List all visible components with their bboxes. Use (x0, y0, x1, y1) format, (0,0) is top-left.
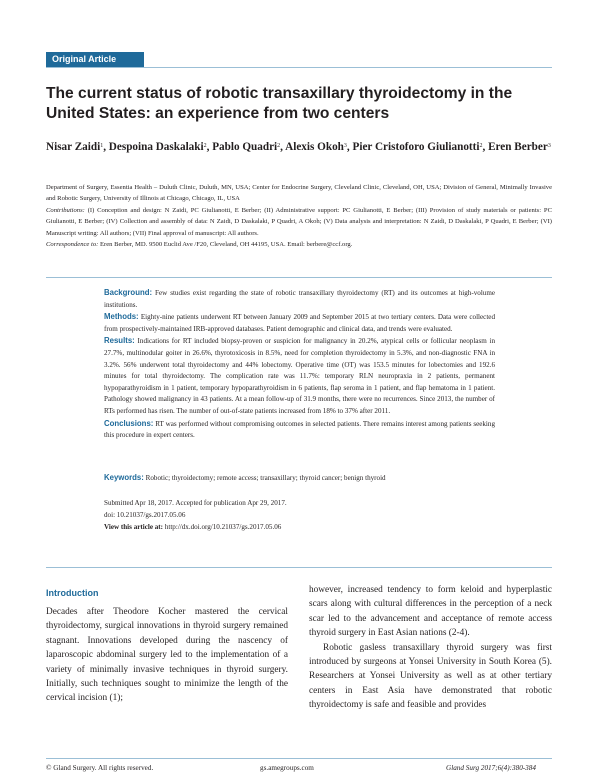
abstract-text: RT was performed without compromising outcomes in selected patients. There remains interest among patients seeking this procedure in expert centers. (104, 419, 495, 440)
contributions-text: (I) Conception and design: N Zaidi, PC Giulianotti, E Berber; (II) Administrative support: PC Giulianotti, E Berber; (III) Provision of study materials or patients: PC Giulianotti, E Berber; (IV) Collection and assembly of data: N Zaidi, D Daskalaki, P Quadri, A Okoh; (V) Data analysis and interpretation: N Zaidi, D Daskalaki, P Quadri, E Berber; (VI) Manuscript writing: All authors; (VII) Final approval of manuscript: All authors. (46, 206, 552, 237)
keywords-heading: Keywords: (104, 473, 144, 482)
affiliations: Department of Surgery, Essentia Health – Duluth Clinic, Duluth, MN, USA; Center for Endocrine Surgery, Cleveland Clinic, Cleveland, OH, USA; Division of General, Minimally Invasive and Robotic Surgery, University of Illinois at Chicago, Chicago, IL, USA (46, 184, 552, 203)
author-name: Despoina Daskalaki (108, 141, 204, 153)
footer-website[interactable]: gs.amegroups.com (260, 764, 314, 772)
view-article (104, 521, 495, 533)
article-title: The current status of robotic transaxillary thyroidectomy in the United States: an experience from two centers (46, 85, 513, 122)
author-affil-sup: 2 (277, 143, 281, 149)
abstract-heading: Background: (104, 288, 153, 297)
submitted-date: Submitted Apr 18, 2017. Accepted for publication Apr 29, 2017. (104, 499, 287, 507)
header-divider (46, 67, 552, 68)
author-affil-sup: 1 (100, 143, 104, 149)
abstract-text: Few studies exist regarding the state of robotic transaxillary thyroidectomy (RT) and its outcomes at high-volume institutions. (104, 289, 495, 309)
author-affil-sup: 2 (203, 143, 207, 149)
keywords (104, 472, 495, 484)
article-type-badge: Original Article (46, 52, 144, 67)
author-name: Alexis Okoh (285, 141, 344, 153)
article-link[interactable]: http://dx.doi.org/10.21037/gs.2017.05.06 (164, 523, 282, 531)
author-affil-sup: 2 (479, 143, 483, 149)
contributions-label: Contributions: (46, 206, 85, 214)
doi: doi: 10.21037/gs.2017.05.06 (104, 511, 186, 519)
abstract-text: Eighty-nine patients underwent RT between January 2009 and September 2015 at two tertiary centers. Data were collected from prospectively-maintained IRB-approved databases. Patient demographic and clinical data, and trends were evaluated. (104, 313, 495, 333)
author-affil-sup: 3 (343, 143, 347, 149)
correspondence-text: Eren Berber, MD. 9500 Euclid Ave /F20, Cleveland, OH 44195, USA. Email: berbere@ccf.org. (99, 241, 353, 249)
abstract (104, 287, 495, 442)
keywords-text: Robotic; thyroidectomy; remote access; transaxillary; thyroid cancer; benign thyroid (145, 474, 386, 482)
footer-copyright: © Gland Surgery. All rights reserved. (46, 764, 154, 772)
abstract-heading: Methods: (104, 312, 139, 322)
footer-citation: Gland Surg 2017;6(4):380-384 (446, 764, 536, 772)
footer-divider (46, 758, 552, 759)
author-name: Pier Cristoforo Giulianotti (352, 141, 480, 153)
abstract-conclusions (104, 418, 495, 442)
affiliations-block (46, 182, 552, 250)
section-heading: Introduction (46, 588, 99, 598)
author-affil-sup: 3 (547, 143, 551, 149)
abstract-methods (104, 311, 495, 335)
abstract-text: Indications for RT included biopsy-proven or suspicion for malignancy in 20.2%, atypical cells or follicular neoplasm in 27.7%, multinodular goiter in 26.6%, thyrotoxicosis in 8.5%, need for completion thyroidectomy in 5.3%, and non-diagnostic FNA in 3.2%. 56% underwent total thyroidectomy and 44% lobectomy. Operative time (OT) was 153.5 minutes for lobectomies and 192.6 minutes for total thyroidectomy. The complication rate was 11.7%: temporary RLN neuropraxia in 2 patients, permanent hypoparathyroidism in 1 patient, temporary hypoparathyroidism in 6 patients, flap seroma in 1 patient, and flap hematoma in 1 patient. Pathology showed malignancy in 43 patients. At a mean follow-up of 31.9 months, there were no recurrences. Since 2013, the number of RTs performed has risen. The number of out-of-state patients increased from 18% to 37% after 2011. (104, 337, 495, 415)
body-column-right (309, 583, 552, 713)
correspondence-label: Correspondence to: (46, 241, 99, 249)
body-divider (46, 567, 552, 568)
publication-info (104, 497, 495, 533)
body-paragraph: Robotic gasless transaxillary thyroid surgery was first introduced by surgeons at Yonsei University in South Korea (5). Researchers at Yonsei University as well as at other tertiary centers in East Asia have demonstrated that robotic thyroidectomy is safe and feasible and provides (309, 642, 552, 711)
abstract-results (104, 335, 495, 417)
body-paragraph: Decades after Theodore Kocher mastered the cervical thyroidectomy, surgical innovations in thyroid surgery remained stagnant. Innovations developed during the nascency of laparoscopic abdominal surgery led to the implementation of a variety of minimally invasive techniques in thyroid surgery. Initially, such techniques sought to minimize the length of the cervical incision (1); (46, 607, 288, 704)
body-paragraph: however, increased tendency to form keloid and hyperplastic scars along with cultural differences in the perception of a neck scar led to the advancement and acceptance of remote access thyroid surgery in East Asian nations (2-4). (309, 585, 552, 639)
author-list: Nisar Zaidi$^1$, Despoina Daskalaki$^2$, Pablo Quadri$^2$, Alexis Okoh$^3$, Pier Cristoforo Giulianotti$^2$, Eren Berber$^3$ (46, 141, 551, 153)
abstract-heading: Results: (104, 336, 135, 346)
abstract-divider (46, 277, 552, 278)
abstract-background (104, 287, 495, 311)
contributions (46, 205, 552, 239)
author-name: Nisar Zaidi (46, 141, 101, 153)
view-label: View this article at: (104, 523, 164, 531)
author-name: Eren Berber (488, 141, 548, 153)
correspondence (46, 239, 552, 250)
body-column-left (46, 605, 288, 706)
author-name: Pablo Quadri (212, 141, 278, 153)
abstract-heading: Conclusions: (104, 418, 154, 428)
